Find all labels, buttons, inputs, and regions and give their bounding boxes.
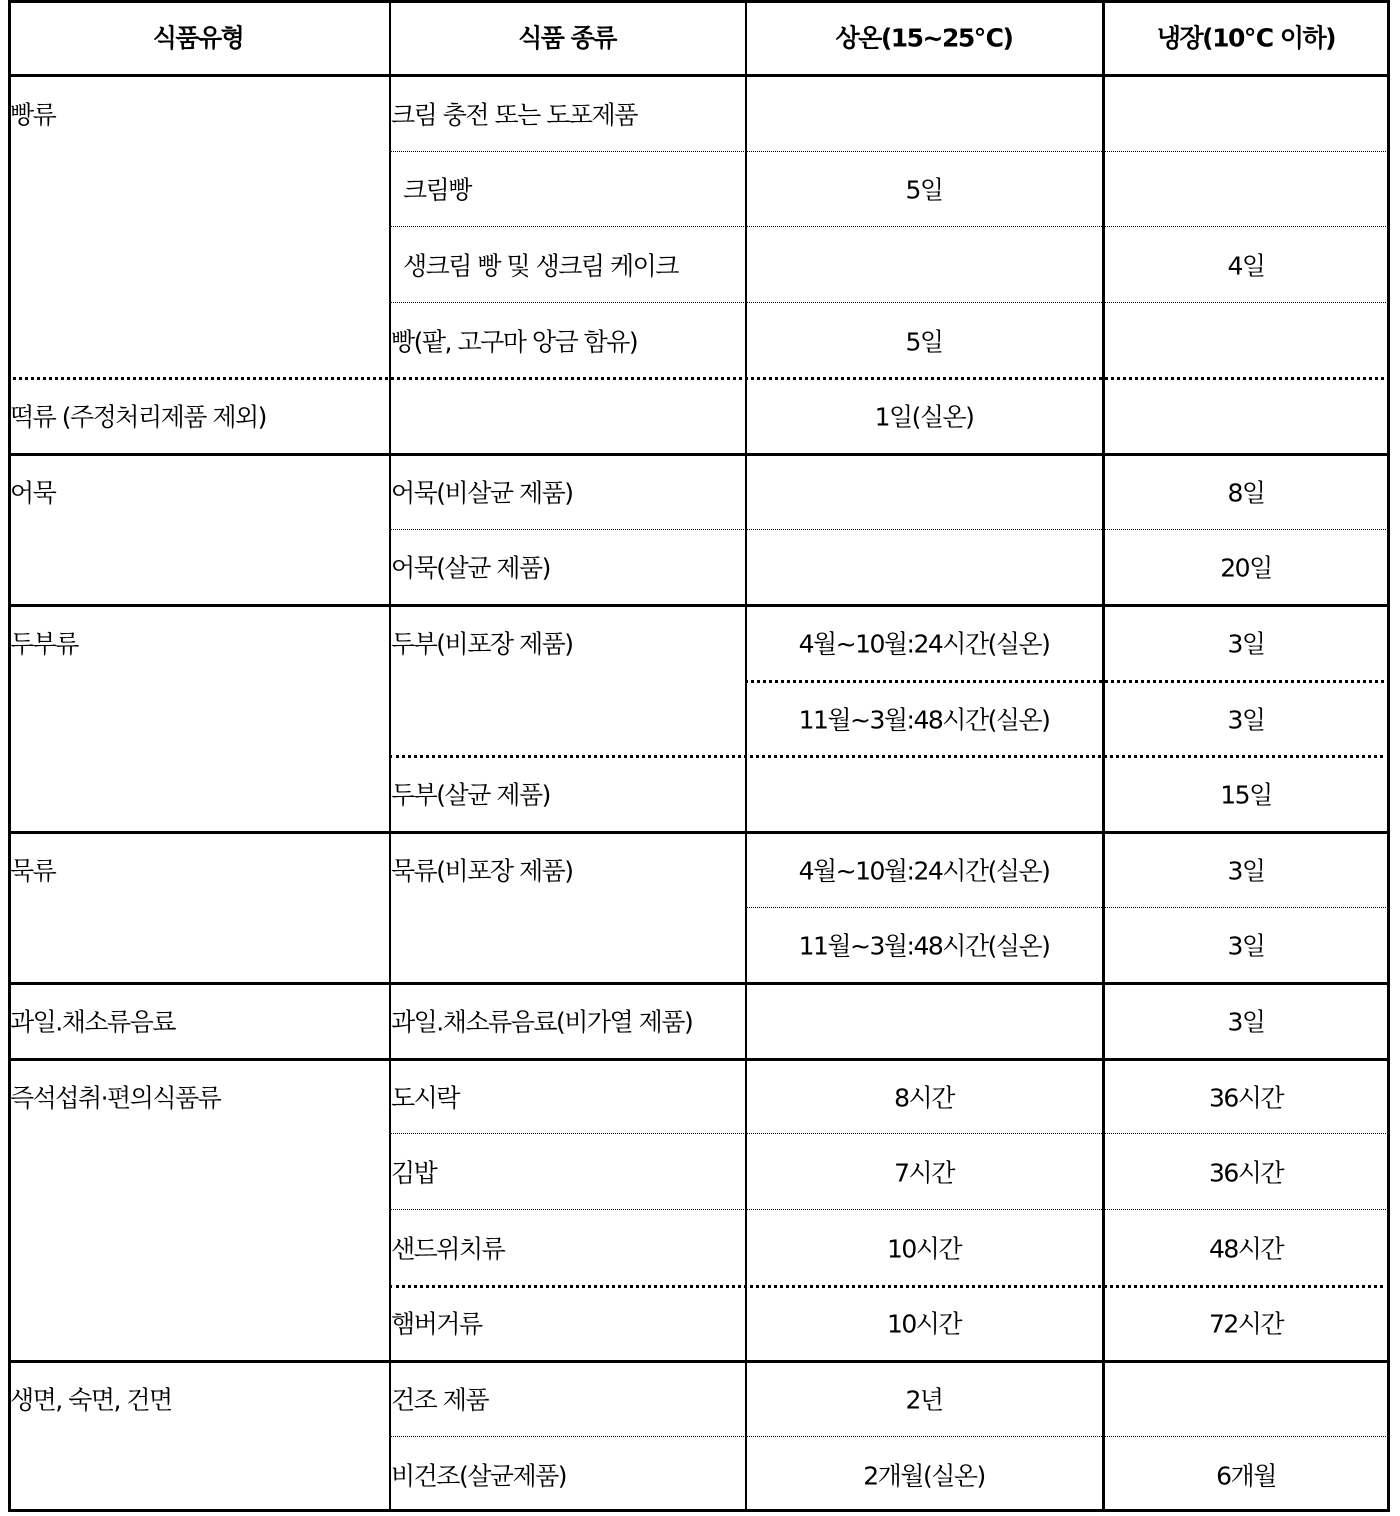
- food-kind-cell: 건조 제품: [391, 1385, 489, 1415]
- group-divider: [8, 453, 1390, 456]
- column-header: 식품 종류: [518, 23, 616, 53]
- row-divider: [389, 529, 1390, 530]
- row-divider: [745, 907, 1390, 908]
- food-kind-cell: 빵(팥, 고구마 앙금 함유): [391, 327, 638, 357]
- fridge-cell: 3일: [1227, 1007, 1265, 1037]
- room-temp-cell: 10시간: [886, 1309, 962, 1339]
- food-kind-cell: 샌드위치류: [391, 1234, 505, 1264]
- food-kind-cell: 두부(비포장 제품): [391, 629, 573, 659]
- fridge-cell: 3일: [1227, 629, 1265, 659]
- food-kind-cell: 비건조(살균제품): [391, 1461, 567, 1491]
- food-type-cell: 묵류: [10, 856, 56, 886]
- food-kind-cell: 크림 충전 또는 도포제품: [391, 100, 637, 130]
- fridge-cell: 6개월: [1216, 1461, 1276, 1491]
- row-divider: [389, 1436, 1390, 1437]
- row-divider: [389, 1209, 1390, 1210]
- row-divider: [389, 1285, 1390, 1288]
- group-divider: [8, 1360, 1390, 1363]
- fridge-cell: 3일: [1227, 705, 1265, 735]
- room-temp-cell: 7시간: [894, 1158, 954, 1188]
- food-kind-cell: 김밥: [391, 1158, 437, 1188]
- food-type-cell: 빵류: [10, 100, 56, 130]
- room-temp-cell: 4월~10월:24시간(실온): [798, 629, 1050, 659]
- fridge-cell: 20일: [1220, 553, 1272, 583]
- column-header: 상온(15~25℃): [835, 23, 1013, 53]
- food-type-cell: 즉석섭취·편의식품류: [10, 1083, 221, 1113]
- food-kind-cell: 두부(살균 제품): [391, 780, 550, 810]
- room-temp-cell: 5일: [905, 327, 943, 357]
- food-kind-cell: 햄버거류: [391, 1309, 482, 1339]
- header-divider: [8, 74, 1390, 77]
- group-divider: [8, 982, 1390, 985]
- row-divider: [389, 226, 1390, 227]
- food-kind-cell: 어묵(비살균 제품): [391, 478, 573, 508]
- row-divider: [745, 680, 1390, 683]
- food-type-cell: 과일.채소류음료: [10, 1007, 175, 1037]
- food-kind-cell: 도시락: [391, 1083, 459, 1113]
- row-divider: [389, 755, 1390, 758]
- row-divider: [389, 302, 1390, 303]
- room-temp-cell: 11월~3월:48시간(실온): [798, 705, 1050, 735]
- food-kind-cell: 크림빵: [403, 175, 471, 205]
- group-divider: [8, 377, 1390, 380]
- column-header: 냉장(10℃ 이하): [1156, 23, 1336, 53]
- food-type-cell: 생면, 숙면, 건면: [10, 1385, 172, 1415]
- fridge-cell: 3일: [1227, 931, 1265, 961]
- room-temp-cell: 1일(실온): [874, 402, 974, 432]
- fridge-cell: 3일: [1227, 856, 1265, 886]
- room-temp-cell: 2개월(실온): [863, 1461, 985, 1491]
- fridge-cell: 8일: [1227, 478, 1265, 508]
- room-temp-cell: 11월~3월:48시간(실온): [798, 931, 1050, 961]
- fridge-cell: 72시간: [1208, 1309, 1284, 1339]
- column-header: 식품유형: [152, 23, 244, 53]
- group-divider: [8, 831, 1390, 834]
- food-type-cell: 두부류: [10, 629, 78, 659]
- shelf-life-table: [8, 0, 1390, 1512]
- room-temp-cell: 2년: [905, 1385, 943, 1415]
- room-temp-cell: 5일: [905, 175, 943, 205]
- group-divider: [8, 1058, 1390, 1061]
- room-temp-cell: 8시간: [894, 1083, 954, 1113]
- fridge-cell: 15일: [1220, 780, 1272, 810]
- room-temp-cell: 4월~10월:24시간(실온): [798, 856, 1050, 886]
- fridge-cell: 4일: [1227, 251, 1265, 281]
- row-divider: [389, 151, 1390, 152]
- fridge-cell: 36시간: [1208, 1083, 1284, 1113]
- food-kind-cell: 묵류(비포장 제품): [391, 856, 573, 886]
- row-divider: [389, 1133, 1390, 1134]
- food-type-cell: 어묵: [10, 478, 56, 508]
- room-temp-cell: 10시간: [886, 1234, 962, 1264]
- group-divider: [8, 604, 1390, 607]
- fridge-cell: 48시간: [1208, 1234, 1284, 1264]
- food-kind-cell: 생크림 빵 및 생크림 케이크: [403, 251, 678, 281]
- food-type-cell: 떡류 (주정처리제품 제외): [10, 402, 266, 432]
- food-kind-cell: 과일.채소류음료(비가열 제품): [391, 1007, 693, 1037]
- food-kind-cell: 어묵(살균 제품): [391, 553, 550, 583]
- fridge-cell: 36시간: [1208, 1158, 1284, 1188]
